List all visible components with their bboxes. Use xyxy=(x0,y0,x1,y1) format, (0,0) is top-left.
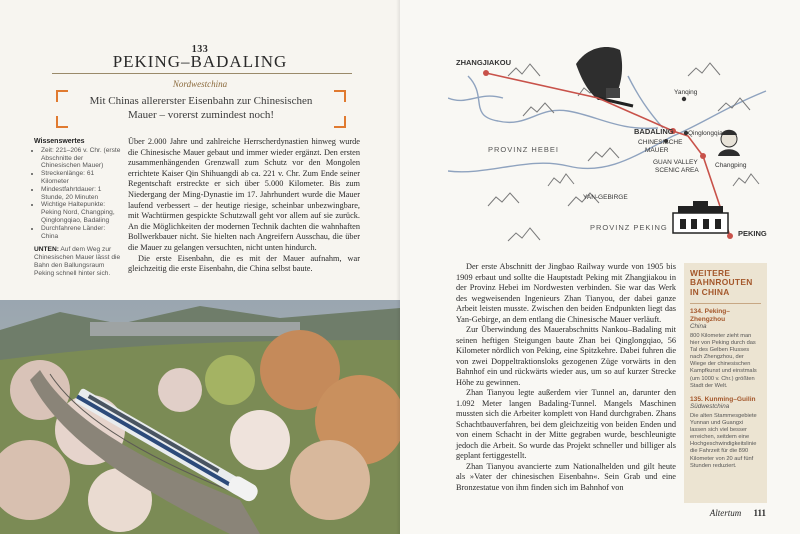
label-provinz-peking: PROVINZ PEKING xyxy=(590,223,668,232)
great-wall-illustration xyxy=(576,47,633,106)
paragraph: Zur Überwindung des Mauerabschnitts Nankou–Badaling mit seinen heftigen Steigungen baute Zhan bei Qinglongqiao, 56 Kilometer nördlich von Peking, eine Spitzkehre. Dabei fuhren die von zwei Doppeltraktionsloks gezogenen Züge vorwärts in den Bahnhof ein und rückwärts wieder aus, um so auf kurzer Strecke Höhe zu gewinnen. xyxy=(456,325,676,387)
fact-item: • Wichtige Haltepunkte: Peking Nord, Changping, Qinglongqiao, Badaling xyxy=(41,201,122,224)
label-guan-1: GUAN VALLEY xyxy=(653,159,698,166)
station-dot xyxy=(700,153,706,159)
intro-quote xyxy=(56,90,346,128)
quote-text: Mit Chinas allererster Eisenbahn zur Chinesischen Mauer – vorerst zumindest noch! xyxy=(89,95,313,121)
fact-item: • Durchfahrene Länder: China xyxy=(41,225,122,241)
mountain xyxy=(508,228,540,241)
sidebar-item-text: 800 Kilometer zieht man hier von Peking durch das Tal des Gelben Flusses nach Zhengzhou, der Wiege der chinesischen Kampfkunst und einstmals (um 1000 v. Chr.) größten Stadt der Welt. xyxy=(690,333,757,389)
route-map xyxy=(448,36,768,261)
fact-item: • Mindestfahrtdauer: 1 Stunde, 20 Minuten xyxy=(41,186,122,202)
quote-corner-bottom-right xyxy=(334,116,346,128)
mountain xyxy=(688,63,720,76)
label-provinz-hebei: PROVINZ HEBEI xyxy=(488,145,559,154)
town-dot xyxy=(682,97,686,101)
quote-corner-bottom-left xyxy=(56,116,68,128)
main-text-right xyxy=(456,262,676,493)
mountain xyxy=(733,174,759,186)
label-yan-gebirge: YAN-GEBIRGE xyxy=(583,194,628,201)
sidebar-item xyxy=(690,396,761,470)
sidebar-item-title: 134. Peking–Zhengzhou xyxy=(690,308,730,323)
label-changping: Changping xyxy=(715,162,747,169)
map-region-labels xyxy=(488,145,668,232)
quote-corner-top-left xyxy=(56,90,68,102)
sidebar-item-region: China xyxy=(690,323,707,331)
fact-item: • Streckenlänge: 61 Kilometer xyxy=(41,170,122,186)
quote-corner-top-right xyxy=(334,90,346,102)
facts-heading: Wissenswertes xyxy=(34,138,85,145)
sidebar-rule xyxy=(690,303,761,304)
mountain xyxy=(488,193,519,206)
main-text xyxy=(128,137,360,275)
train-photo xyxy=(0,300,400,534)
label-mauer-1: CHINESISCHE xyxy=(638,139,683,146)
train-photo-illustration xyxy=(0,300,400,534)
station-dot xyxy=(727,233,733,239)
label-badaling: BADALING xyxy=(634,127,674,136)
label-qinglongqiao: Qinglongqiao xyxy=(688,130,727,137)
photo-caption xyxy=(34,246,122,277)
region-label: Nordwestchina xyxy=(172,79,228,89)
station-dot xyxy=(483,70,489,76)
sidebar-box xyxy=(684,263,767,503)
mountain xyxy=(548,174,574,186)
label-mauer-2: MAUER xyxy=(645,147,669,154)
entry-number: 133 xyxy=(191,44,209,55)
label-zhangjiakou: ZHANGJIAKOU xyxy=(456,58,512,67)
page-footer xyxy=(710,508,766,518)
mountain xyxy=(508,64,540,76)
caption-lead: UNTEN: xyxy=(34,246,59,254)
facts-box xyxy=(34,138,122,278)
paragraph: Zhan Tianyou legte außerdem vier Tunnel an, darunter den 1.092 Meter langen Badaling-Tunnel. Mangels Maschinen mussten sich die Arbeiter komplett von Hand durchgraben. Zhans Schachtbauverfahren, bei dem gleichzeitig von beiden Enden und von einem Schacht in der Mitte gegraben wurde, beschleunigte jedoch die Arbeit. So wurde das Projekt schneller und billiger als geplant fertiggestellt. xyxy=(456,388,676,460)
page-title: PEKING–BADALING xyxy=(112,52,288,71)
river xyxy=(448,96,503,100)
label-yanqing: Yanqing xyxy=(674,89,698,96)
map-small-labels xyxy=(583,89,747,201)
title-rule xyxy=(52,73,352,74)
facts-list xyxy=(34,147,122,241)
sidebar-item xyxy=(690,308,761,390)
sidebar-heading: WEITERE BAHNROUTEN IN CHINA xyxy=(690,268,753,297)
caption-text: Auf dem Weg zur Chinesischen Mauer lässt die Bahn den Ballungsraum Peking schnell hinter sich. xyxy=(34,246,121,277)
paragraph: Zhan Tianyou avancierte zum Nationalhelden und gilt heute als »Vater der chinesischen Eisenbahn«. Sein Grab und eine Bronzestatue von ihm finden sich im Bahnhof von xyxy=(456,461,676,492)
river xyxy=(628,76,663,128)
sidebar-item-region: Südwestchina xyxy=(690,403,730,411)
river xyxy=(468,76,658,128)
paragraph: Über 2.000 Jahre und zahlreiche Herrscherdynastien hinweg wurde die Chinesische Mauer gebaut und immer wieder ergänzt. Den ersten zusammenhängenden Grenzwall zum Schutz vor den Mongolen errichtete Kaiser Qin Shihuangdi ab ca. 221 v. Chr. Zum Ende seiner Regentschaft erstreckte er sich über 5.000 Kilometer. Bis zum Niedergang der Ming-Dynastie im 17. Jahrhundert wurde die Mauer laufend verbessert – der heutige riesige, scheinbar unbezwingbare, mit Wachtürmen gespickte Schutzwall geht vor allem auf sie zurück. An die Möglichkeiten der modernen Technik dachten die wahnhaften Bollwerkbauer nicht. Sie hielten nach Angreifern Ausschau, die über die Mauer zu gelangen versuchten, nicht unten hindurch. xyxy=(128,137,360,252)
label-peking: PEKING xyxy=(738,229,767,238)
mountain xyxy=(588,148,619,161)
label-guan-2: SCENIC AREA xyxy=(655,167,699,174)
paragraph: Die erste Eisenbahn, die es mit der Mauer aufnahm, war gleichzeitig die erste Eisenbahn, die China selbst baute. xyxy=(128,253,360,274)
fact-item: • Zeit: 221–206 v. Chr. (erste Abschnitte der Chinesischen Mauer) xyxy=(41,147,122,170)
sidebar-item-text: Die alten Stammesgebiete Yunnan und Guangxi lassen sich viel besser erreichen, seitdem eine Hochgeschwindigkeitslinie die Fahrzeit für die 890 Kilometer von 20 auf fünf Stunden reduziert. xyxy=(690,412,757,469)
sidebar-item-title: 135. Kunming–Guilin xyxy=(690,395,756,403)
paragraph: Der erste Abschnitt der Jingbao Railway wurde von 1905 bis 1909 erbaut und sollte die Hauptstadt Peking mit Zhangjiakou in der Provinz Hebei im Nordwesten verbinden. Sie war das Werk des wegweisenden Ingenieurs Zhan Tianyou, der dabei ganze Arbeit leisten musste. Zwischen den beiden Endpunkten liegt das Yan-Gebirge, an dem entlang die Chinesische Mauer verläuft. xyxy=(456,262,676,324)
footer-page-number: 111 xyxy=(753,508,766,518)
footer-section: Altertum xyxy=(709,508,742,518)
